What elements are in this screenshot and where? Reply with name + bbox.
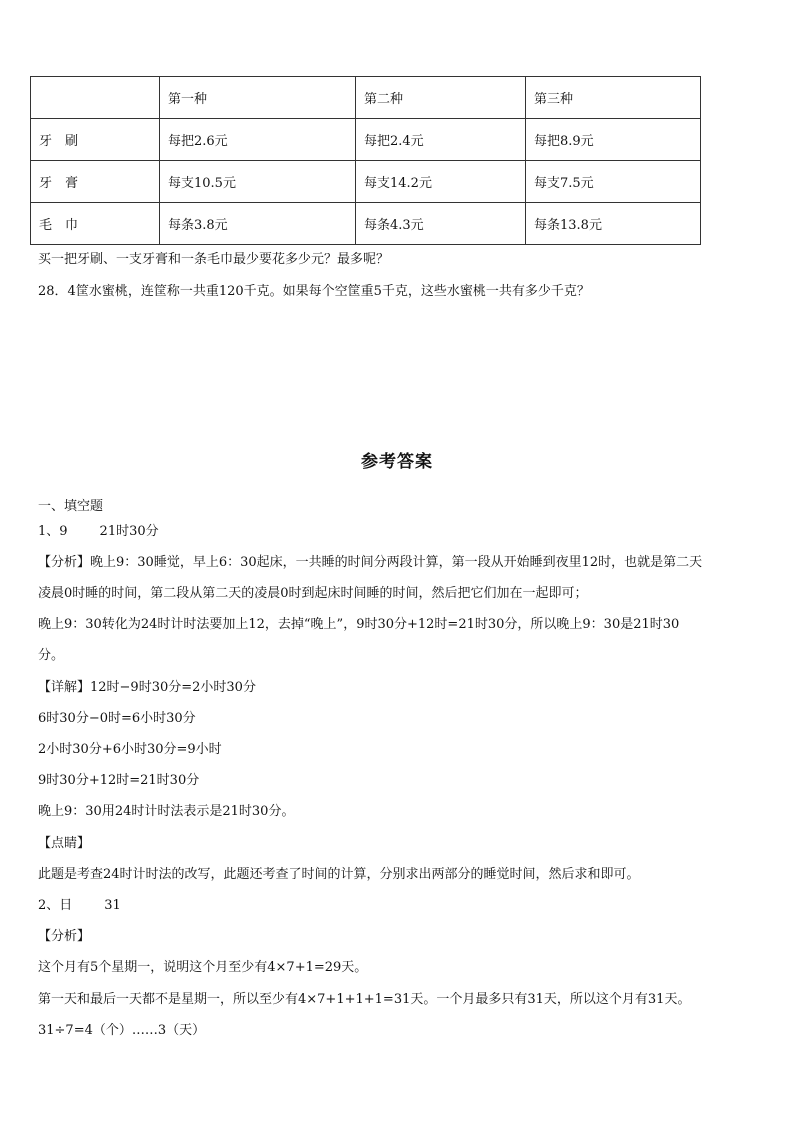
- table-cell: 每条3.8元: [160, 203, 356, 245]
- answer-2-analysis-label: 【分析】: [38, 929, 91, 944]
- table-row: [31, 161, 701, 203]
- answer-2-line: 这个月有5个星期一，说明这个月至少有4×7+1=29天。: [38, 960, 368, 975]
- answer-1-value: 21时30分: [99, 524, 159, 539]
- answer-1-point-text: 此题是考查24时计时法的改写，此题还考查了时间的计算，分别求出两部分的睡觉时间，然后求和即可。: [38, 867, 640, 882]
- answer-1-detail-line: 晚上9：30用24时计时法表示是21时30分。: [38, 804, 295, 819]
- answer-2-line: 31÷7=4（个）……3（天）: [38, 1023, 206, 1038]
- table-cell: 每条4.3元: [356, 203, 526, 245]
- table-header-cell: 第二种: [356, 77, 526, 119]
- answer-1-point-label: 【点睛】: [38, 836, 91, 851]
- table-cell: 牙 刷: [31, 119, 160, 161]
- answers-title: 参考答案: [361, 452, 433, 472]
- table-cell: 每把2.6元: [160, 119, 356, 161]
- table-cell: 每把2.4元: [356, 119, 526, 161]
- answer-1: [38, 524, 159, 540]
- answer-2-value: 31: [104, 898, 121, 913]
- answer-1-analysis-line: 晚上9：30转化为24时计时法要加上12，去掉“晚上”，9时30分+12时=21时30分，所以晚上9：30是21时30: [38, 617, 680, 632]
- answer-1-number: 1、9: [38, 524, 68, 539]
- table-cell: 毛 巾: [31, 203, 160, 245]
- table-row: [31, 119, 701, 161]
- answer-2: [38, 898, 121, 914]
- question-28: 28．4筐水蜜桃，连筐称一共重120千克。如果每个空筐重5千克，这些水蜜桃一共有多少千克？: [38, 284, 590, 299]
- question-27-text: 买一把牙刷、一支牙膏和一条毛巾最少要花多少元？最多呢？: [38, 252, 390, 267]
- table-header-cell: 第三种: [526, 77, 701, 119]
- table-row: [31, 203, 701, 245]
- table-header-row: [31, 77, 701, 119]
- answer-1-analysis-line: 【分析】晚上9：30睡觉，早上6：30起床，一共睡的时间分两段计算，第一段从开始睡到夜里12时，也就是第二天: [38, 555, 703, 570]
- answer-1-analysis-line: 凌晨0时睡的时间，第二段从第二天的凌晨0时到起床时间睡的时间，然后把它们加在一起即可；: [38, 586, 588, 601]
- table-cell: 每支7.5元: [526, 161, 701, 203]
- table-cell: 牙 膏: [31, 161, 160, 203]
- section-heading: 一、填空题: [38, 499, 104, 514]
- table-cell: 每支10.5元: [160, 161, 356, 203]
- answer-1-detail-line: 6时30分−0时=6小时30分: [38, 711, 196, 726]
- table-cell: 每支14.2元: [356, 161, 526, 203]
- table-header-cell: 第一种: [160, 77, 356, 119]
- answer-2-line: 第一天和最后一天都不是星期一，所以至少有4×7+1+1+1=31天。一个月最多只有31天，所以这个月有31天。: [38, 992, 691, 1007]
- table-cell: 每条13.8元: [526, 203, 701, 245]
- table-header-cell: [31, 77, 160, 119]
- table-cell: 每把8.9元: [526, 119, 701, 161]
- price-table: [30, 76, 701, 245]
- answer-1-analysis-line: 分。: [38, 648, 65, 663]
- answer-1-detail-line: 2小时30分+6小时30分=9小时: [38, 742, 222, 757]
- answer-1-detail-line: 【详解】12时−9时30分=2小时30分: [38, 680, 256, 695]
- answer-2-number: 2、日: [38, 898, 73, 913]
- answer-1-detail-line: 9时30分+12时=21时30分: [38, 773, 200, 788]
